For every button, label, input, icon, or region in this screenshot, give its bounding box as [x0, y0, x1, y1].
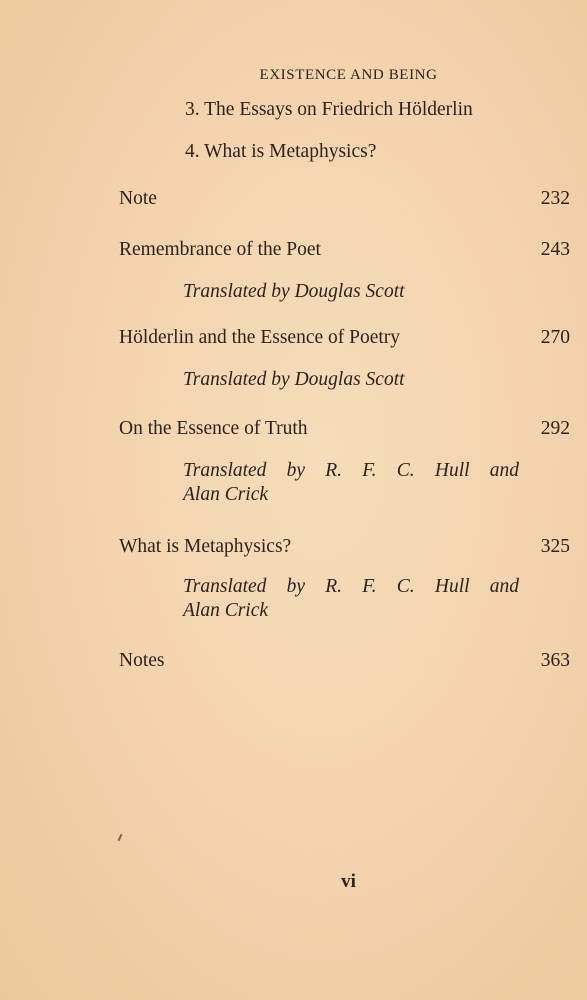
page-number: vi — [341, 871, 356, 892]
translator-credit — [183, 459, 519, 507]
toc-entry-title: What is Metaphysics? — [119, 536, 292, 557]
toc-entry-note — [119, 188, 570, 210]
toc-entry-holderlin — [119, 327, 570, 349]
toc-entry-page: 363 — [540, 650, 570, 671]
toc-entry-truth — [119, 418, 570, 440]
paper-speck — [118, 834, 123, 841]
toc-entry-metaphysics — [119, 536, 570, 558]
toc-entry-title: Note — [119, 188, 157, 209]
toc-entry-remembrance — [119, 239, 570, 261]
toc-entry-page: 325 — [540, 536, 570, 557]
toc-entry-page: 270 — [540, 327, 570, 348]
toc-entry-page: 232 — [540, 188, 570, 209]
translator-line: Translated by R. F. C. Hull and — [183, 576, 519, 597]
toc-entry-page: 292 — [540, 418, 570, 439]
translator-credit — [183, 575, 519, 623]
toc-entry-page: 243 — [540, 239, 570, 260]
toc-entry-title: Hölderlin and the Essence of Poetry — [119, 327, 401, 348]
running-head: EXISTENCE AND BEING — [259, 67, 438, 83]
translator-line: Alan Crick — [183, 600, 269, 621]
translator-line: Alan Crick — [183, 484, 269, 505]
translator-credit: Translated by Douglas Scott — [183, 369, 405, 390]
translator-line: Translated by R. F. C. Hull and — [183, 460, 519, 481]
section-item-4: 4. What is Metaphysics? — [185, 141, 377, 162]
toc-entry-title: Remembrance of the Poet — [119, 239, 321, 260]
section-item-3: 3. The Essays on Friedrich Hölderlin — [185, 99, 473, 120]
toc-entry-title: On the Essence of Truth — [119, 418, 308, 439]
toc-entry-title: Notes — [119, 650, 165, 671]
translator-credit: Translated by Douglas Scott — [183, 281, 405, 302]
toc-entry-notes — [119, 650, 570, 672]
